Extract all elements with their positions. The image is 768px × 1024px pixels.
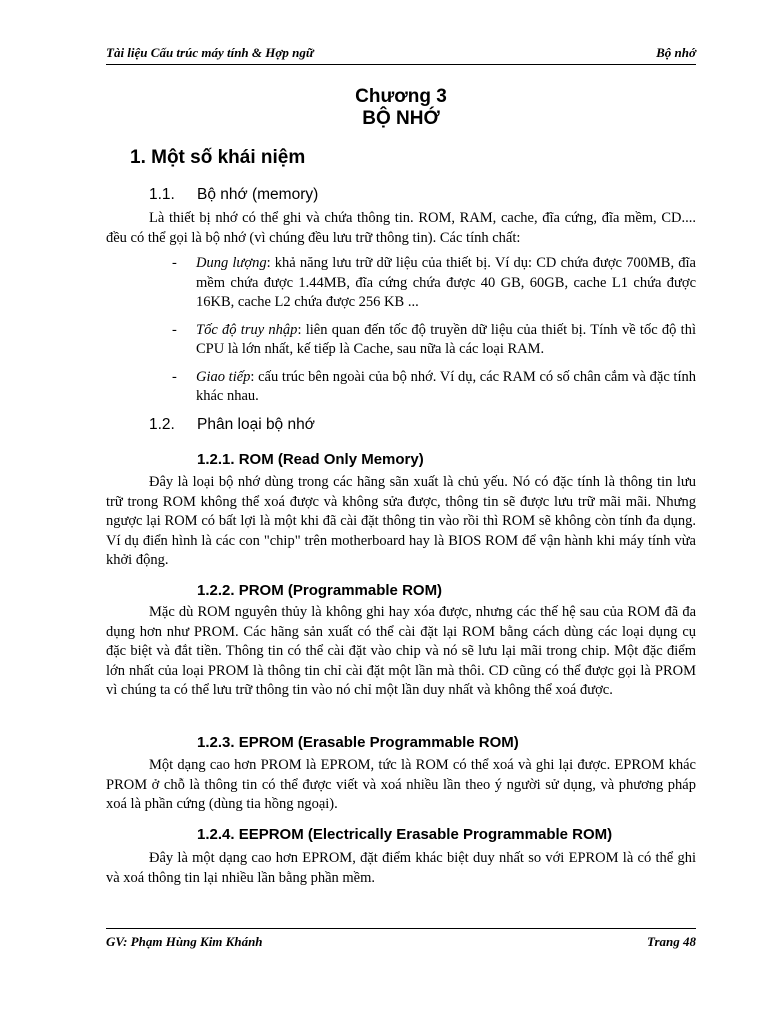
chapter-title: BỘ NHỚ <box>362 108 440 129</box>
page-header <box>106 42 696 65</box>
heading-rom: 1.2.1. ROM (Read Only Memory) <box>197 451 424 468</box>
subsection-number: 1.2. <box>149 416 175 433</box>
prom-paragraph: Mặc dù ROM nguyên thủy là không ghi hay xóa được, nhưng các thế hệ sau của ROM đã đa dụng hơn như PROM. Các hãng sản xuất có thể cài đặt lại ROM bằng cách dùng các loại dụng cụ đặc biệt và đắt tiền. Thông tin có thể cài đặt vào chip và nó sẽ lưu lại mãi trong chip. Một đặc điểm lớn nhất của loại PROM là thông tin chỉ cài đặt một lần mà thôi. CD cũng có thể được gọi là PROM vì chúng ta có thể lưu trữ thông tin vào nó chỉ một lần duy nhất và không thể xoá được. <box>106 604 696 698</box>
subsection-title: Phân loại bộ nhớ <box>197 416 315 433</box>
chapter-number: Chương 3 <box>355 86 447 107</box>
memory-intro-paragraph: Là thiết bị nhớ có thể ghi và chứa thông tin. ROM, RAM, cache, đĩa cứng, đĩa mềm, CD.... đều có thể gọi là bộ nhớ (vì chúng đều lưu trữ thông tin). Các tính chất: <box>106 210 696 246</box>
section-heading-1: 1. Một số khái niệm <box>130 147 306 168</box>
list-item-text: : khả năng lưu trữ dữ liệu của thiết bị. Ví dụ: CD chứa được 700MB, đĩa mềm chứa được 1.44MB, đĩa cứng chứa được 40 GB, 60GB, cache L1 chứa được 16KB, cache L2 chứa được 256 KB ... <box>196 255 696 310</box>
subsection-heading-1-2 <box>149 416 315 434</box>
list-item: - Dung lượng: khả năng lưu trữ dữ liệu của thiết bị. Ví dụ: CD chứa được 700MB, đĩa mềm chứa được 1.44MB, đĩa cứng chứa được 40 GB, 60GB, cache L1 chứa được 16KB, cache L2 chứa được 256 KB ... <box>172 255 696 310</box>
list-item: - Tốc độ truy nhập: liên quan đến tốc độ truyền dữ liệu của thiết bị. Tính về tốc độ thì CPU là lớn nhất, kế tiếp là Cache, sau nữa là các loại RAM. <box>172 321 696 357</box>
header-doc-title: Tài liệu Cấu trúc máy tính & Hợp ngữ <box>106 45 314 60</box>
heading-eeprom: 1.2.4. EEPROM (Electrically Erasable Programmable ROM) <box>197 826 613 843</box>
list-item-text: : liên quan đến tốc độ truyền dữ liệu của thiết bị. Tính về tốc độ thì CPU là lớn nhất, kế tiếp là Cache, sau nữa là các loại RAM. <box>196 321 696 357</box>
eeprom-paragraph: Đây là một dạng cao hơn EPROM, đặt điểm khác biệt duy nhất so với EPROM là có thể ghi và xoá thông tin lại nhiều lần bằng phần mềm. <box>106 850 696 886</box>
subsection-number: 1.1. <box>149 186 175 203</box>
rom-paragraph: Đây là loại bộ nhớ dùng trong các hãng sãn xuất là chủ yếu. Nó có đặc tính là thông tin lưu trữ trong ROM không thể xoá được và không sửa được, thông tin sẽ được lưu trữ mãi mãi. Nhưng ngược lại ROM có bất lợi là một khi đã cài đặt thông tin vào rồi thì ROM sẽ không còn tính đa dụng. Ví dụ điển hình là các con "chip" trên motherboard hay là BIOS ROM để vận hành khi máy tính vừa khởi động. <box>106 474 696 568</box>
list-item-term: Giao tiếp <box>196 368 251 385</box>
chapter-heading <box>106 86 696 130</box>
list-item-text: : cấu trúc bên ngoài của bộ nhớ. Ví dụ, các RAM có số chân cắm và đặc tính khác nhau. <box>196 368 696 404</box>
heading-eprom: 1.2.3. EPROM (Erasable Programmable ROM) <box>197 734 519 751</box>
heading-prom: 1.2.2. PROM (Programmable ROM) <box>197 582 443 599</box>
list-item: - Giao tiếp: cấu trúc bên ngoài của bộ nhớ. Ví dụ, các RAM có số chân cắm và đặc tính khác nhau. <box>172 368 696 404</box>
eprom-paragraph: Một dạng cao hơn PROM là EPROM, tức là ROM có thể xoá và ghi lại được. EPROM khác PROM ở chỗ là thông tin có thể được viết và xoá nhiều lần theo ý người sử dụng, và phương pháp xoá là phần cứng (dùng tia hồng ngoại). <box>106 757 696 812</box>
memory-properties-list <box>172 254 696 415</box>
footer-author: GV: Phạm Hùng Kim Khánh <box>106 934 263 949</box>
list-item-term: Tốc độ truy nhập <box>196 321 298 338</box>
footer-page-number: Trang 48 <box>647 934 696 949</box>
subsection-title: Bộ nhớ (memory) <box>197 186 319 203</box>
list-item-term: Dung lượng <box>196 255 267 271</box>
page-footer <box>106 928 696 951</box>
subsection-heading-1-1 <box>149 186 318 204</box>
header-chapter-name: Bộ nhớ <box>656 45 696 60</box>
